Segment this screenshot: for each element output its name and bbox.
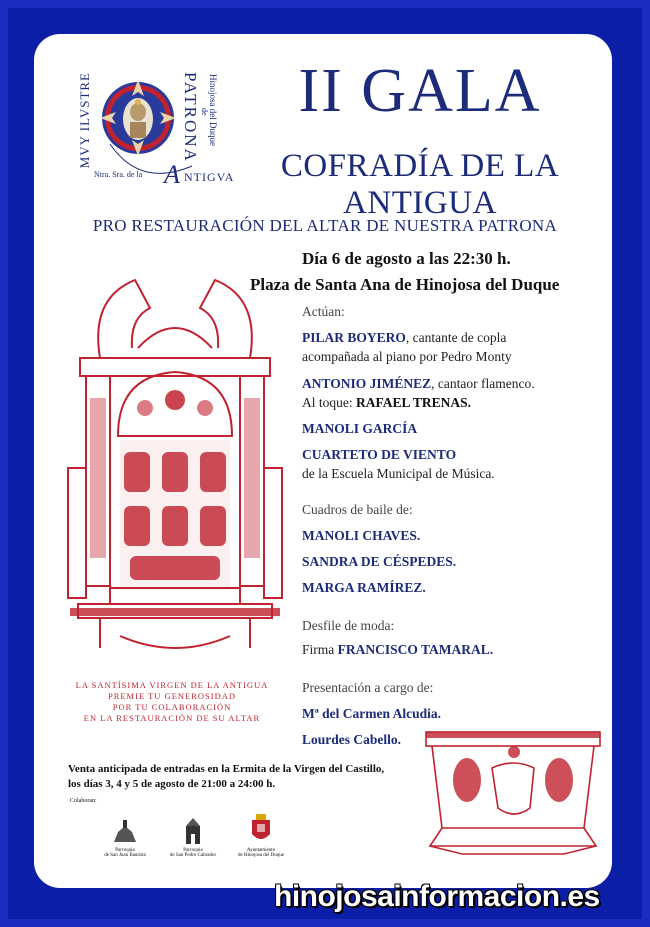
performer-pilar xyxy=(302,330,506,346)
sponsor-name: Ayuntamiento de Hinojosa del Duque xyxy=(238,848,284,858)
logo-right-small: de xyxy=(200,108,209,116)
altar-table-illustration xyxy=(422,728,604,858)
page-subtitle: COFRADÍA DE LA ANTIGUA xyxy=(280,148,560,221)
altar-illustration xyxy=(60,268,290,678)
baile-performer: SANDRA DE CÉSPEDES. xyxy=(302,554,457,569)
collaborators-label: Colaboran: xyxy=(70,798,97,804)
logo-left-arc: MVY ILVSTRE xyxy=(77,72,92,169)
performer-name: ANTONIO JIMÉNEZ xyxy=(302,376,432,391)
presenter: Lourdes Cabello. xyxy=(302,732,402,747)
performer-pilar-desc: acompañada al piano por Pedro Monty xyxy=(302,349,512,364)
presenter: Mª del Carmen Alcudia. xyxy=(302,706,442,721)
dedication-line: POR TU COLABORACIÓN xyxy=(112,702,232,712)
event-details xyxy=(250,246,560,298)
performer-antonio xyxy=(302,376,535,392)
church-icon xyxy=(178,816,208,846)
sponsor-parish-sanjuan xyxy=(90,818,160,858)
baile-performer: MARGA RAMÍREZ. xyxy=(302,580,426,595)
logo-right-arc: PATRONA xyxy=(181,72,200,163)
dedication-text xyxy=(72,680,272,724)
dedication-line: PREMIE TU GENEROSIDAD xyxy=(107,691,237,701)
performer-desc: , cantante de copla xyxy=(405,330,507,345)
performer-manoli-garcia: MANOLI GARCÍA xyxy=(302,421,418,436)
baile-label: Cuadros de baile de: xyxy=(302,502,413,517)
purpose-line: PRO RESTAURACIÓN DEL ALTAR DE NUESTRA PATRONA xyxy=(92,216,558,235)
ticket-line: los días 3, 4 y 5 de agosto de 21:00 a 24:00 h. xyxy=(68,778,276,790)
parish-icon xyxy=(110,818,140,846)
performer-toque xyxy=(302,395,471,411)
confraternity-logo xyxy=(77,66,235,194)
performer-desc: , cantaor flamenco. xyxy=(431,376,535,391)
sponsor-name: Parroquia de San Pedro Cabrador xyxy=(169,848,217,858)
firma-name: FRANCISCO TAMARAL. xyxy=(337,642,494,657)
performer-name: PILAR BOYERO xyxy=(302,330,406,345)
sponsor-name: Parroquia de San Juan Bautista xyxy=(104,848,146,858)
logo-place: Hinojosa del Duque xyxy=(208,74,218,146)
logo-bottom-left: Ntra. Sra. de la xyxy=(94,170,143,179)
ticket-line: Venta anticipada de entradas en la Ermita de la Virgen del Castillo, xyxy=(68,763,385,775)
dedication-line: LA SANTÍSIMA VIRGEN DE LA ANTIGUA xyxy=(75,680,269,690)
event-place: Plaza de Santa Ana de Hinojosa del Duque xyxy=(250,275,560,294)
coat-of-arms-icon xyxy=(246,814,276,846)
actuan-label: Actúan: xyxy=(302,304,345,319)
toque-label: Al toque: xyxy=(302,395,356,410)
performer-cuarteto: CUARTETO DE VIENTO xyxy=(302,447,457,462)
performer-name: RAFAEL TRENAS. xyxy=(356,395,472,410)
sponsor-ayuntamiento xyxy=(226,814,296,858)
dedication-line: EN LA RESTAURACIÓN DE SU ALTAR xyxy=(83,713,261,723)
ticket-sale-info xyxy=(68,762,428,792)
cuarteto-desc: de la Escuela Municipal de Música. xyxy=(302,466,495,481)
event-date: Día 6 de agosto a las 22:30 h. xyxy=(302,249,511,268)
firma-label: Firma xyxy=(302,642,338,657)
desfile-label: Desfile de moda: xyxy=(302,618,395,633)
logo-bottom-word: NTIGVA xyxy=(184,170,235,184)
presentacion-label: Presentación a cargo de: xyxy=(302,680,434,695)
sponsor-parish-sanpedro xyxy=(158,816,228,858)
page-title: II GALA xyxy=(298,57,542,125)
firma-line xyxy=(302,642,493,658)
baile-performer: MANOLI CHAVES. xyxy=(302,528,421,543)
site-watermark: hinojosainformacion.es xyxy=(274,880,600,913)
logo-initial: A xyxy=(164,160,180,189)
